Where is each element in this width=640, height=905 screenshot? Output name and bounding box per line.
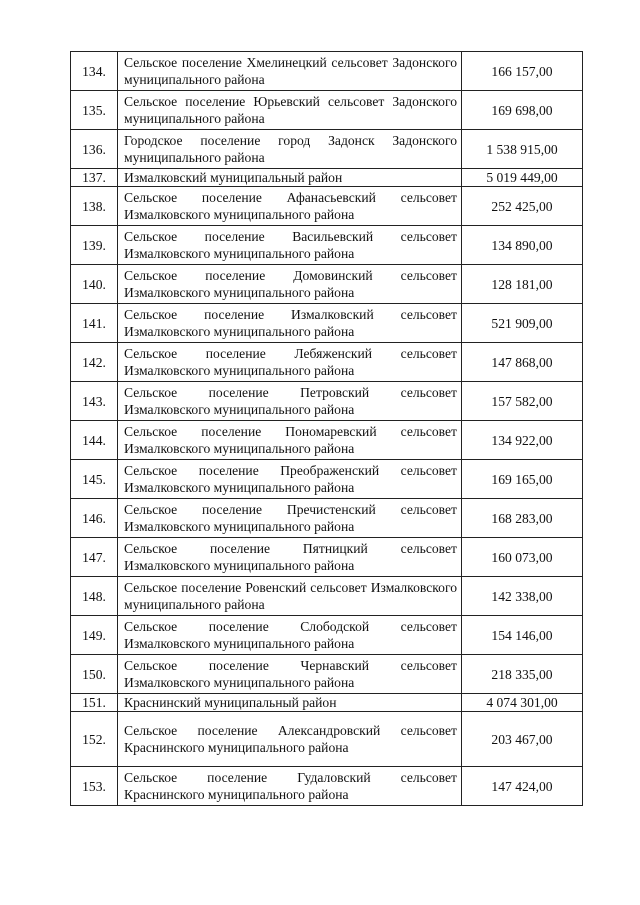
amount-value: 128 181,00 bbox=[462, 265, 583, 304]
amount-value: 218 335,00 bbox=[462, 655, 583, 694]
table-row bbox=[71, 304, 583, 343]
amount-value: 169 698,00 bbox=[462, 91, 583, 130]
row-number: 142. bbox=[71, 343, 118, 382]
table-row bbox=[71, 538, 583, 577]
amount-value: 1 538 915,00 bbox=[462, 130, 583, 169]
table-row bbox=[71, 265, 583, 304]
table-row bbox=[71, 499, 583, 538]
table-row bbox=[71, 712, 583, 767]
amount-value: 147 868,00 bbox=[462, 343, 583, 382]
table-row bbox=[71, 577, 583, 616]
row-number: 149. bbox=[71, 616, 118, 655]
municipality-name: Сельское поселение Афанасьевский сельсовет Измалковского муниципального района bbox=[118, 187, 462, 226]
municipality-name: Сельское поселение Хмелинецкий сельсовет Задонского муниципального района bbox=[118, 52, 462, 91]
row-number: 144. bbox=[71, 421, 118, 460]
row-number: 152. bbox=[71, 712, 118, 767]
municipality-name: Измалковский муниципальный район bbox=[118, 169, 462, 187]
row-number: 147. bbox=[71, 538, 118, 577]
municipality-name: Сельское поселение Домовинский сельсовет Измалковского муниципального района bbox=[118, 265, 462, 304]
amount-value: 157 582,00 bbox=[462, 382, 583, 421]
municipality-name: Сельское поселение Чернавский сельсовет Измалковского муниципального района bbox=[118, 655, 462, 694]
amount-value: 252 425,00 bbox=[462, 187, 583, 226]
municipality-name: Городское поселение город Задонск Задонского муниципального района bbox=[118, 130, 462, 169]
amount-value: 5 019 449,00 bbox=[462, 169, 583, 187]
municipality-name: Сельское поселение Гудаловский сельсовет Краснинского муниципального района bbox=[118, 767, 462, 806]
municipality-name: Сельское поселение Преображенский сельсовет Измалковского муниципального района bbox=[118, 460, 462, 499]
municipality-name: Сельское поселение Пономаревский сельсовет Измалковского муниципального района bbox=[118, 421, 462, 460]
amount-value: 134 922,00 bbox=[462, 421, 583, 460]
municipality-name: Сельское поселение Лебяженский сельсовет Измалковского муниципального района bbox=[118, 343, 462, 382]
allocation-table bbox=[70, 51, 583, 806]
table-row bbox=[71, 655, 583, 694]
municipality-name: Сельское поселение Ровенский сельсовет Измалковского муниципального района bbox=[118, 577, 462, 616]
row-number: 140. bbox=[71, 265, 118, 304]
table-row bbox=[71, 616, 583, 655]
row-number: 135. bbox=[71, 91, 118, 130]
amount-value: 168 283,00 bbox=[462, 499, 583, 538]
table-row bbox=[71, 91, 583, 130]
row-number: 146. bbox=[71, 499, 118, 538]
amount-value: 160 073,00 bbox=[462, 538, 583, 577]
municipality-name: Сельское поселение Пятницкий сельсовет Измалковского муниципального района bbox=[118, 538, 462, 577]
amount-value: 203 467,00 bbox=[462, 712, 583, 767]
row-number: 148. bbox=[71, 577, 118, 616]
municipality-name: Сельское поселение Александровский сельсовет Краснинского муниципального района bbox=[118, 712, 462, 767]
table-row bbox=[71, 767, 583, 806]
table-row bbox=[71, 52, 583, 91]
row-number: 141. bbox=[71, 304, 118, 343]
row-number: 150. bbox=[71, 655, 118, 694]
municipality-name: Сельское поселение Пречистенский сельсовет Измалковского муниципального района bbox=[118, 499, 462, 538]
table-row bbox=[71, 421, 583, 460]
amount-value: 166 157,00 bbox=[462, 52, 583, 91]
table-row bbox=[71, 694, 583, 712]
row-number: 151. bbox=[71, 694, 118, 712]
table-row bbox=[71, 169, 583, 187]
municipality-name: Краснинский муниципальный район bbox=[118, 694, 462, 712]
table-row bbox=[71, 130, 583, 169]
table-row bbox=[71, 187, 583, 226]
row-number: 134. bbox=[71, 52, 118, 91]
table-row bbox=[71, 226, 583, 265]
amount-value: 147 424,00 bbox=[462, 767, 583, 806]
table-row bbox=[71, 343, 583, 382]
municipality-name: Сельское поселение Слободской сельсовет Измалковского муниципального района bbox=[118, 616, 462, 655]
municipality-name: Сельское поселение Юрьевский сельсовет Задонского муниципального района bbox=[118, 91, 462, 130]
municipality-name: Сельское поселение Васильевский сельсовет Измалковского муниципального района bbox=[118, 226, 462, 265]
row-number: 137. bbox=[71, 169, 118, 187]
row-number: 139. bbox=[71, 226, 118, 265]
row-number: 145. bbox=[71, 460, 118, 499]
amount-value: 521 909,00 bbox=[462, 304, 583, 343]
municipality-name: Сельское поселение Петровский сельсовет Измалковского муниципального района bbox=[118, 382, 462, 421]
row-number: 143. bbox=[71, 382, 118, 421]
table-row bbox=[71, 460, 583, 499]
amount-value: 4 074 301,00 bbox=[462, 694, 583, 712]
row-number: 136. bbox=[71, 130, 118, 169]
amount-value: 134 890,00 bbox=[462, 226, 583, 265]
row-number: 153. bbox=[71, 767, 118, 806]
row-number: 138. bbox=[71, 187, 118, 226]
amount-value: 142 338,00 bbox=[462, 577, 583, 616]
table-row bbox=[71, 382, 583, 421]
municipality-name: Сельское поселение Измалковский сельсовет Измалковского муниципального района bbox=[118, 304, 462, 343]
amount-value: 169 165,00 bbox=[462, 460, 583, 499]
amount-value: 154 146,00 bbox=[462, 616, 583, 655]
